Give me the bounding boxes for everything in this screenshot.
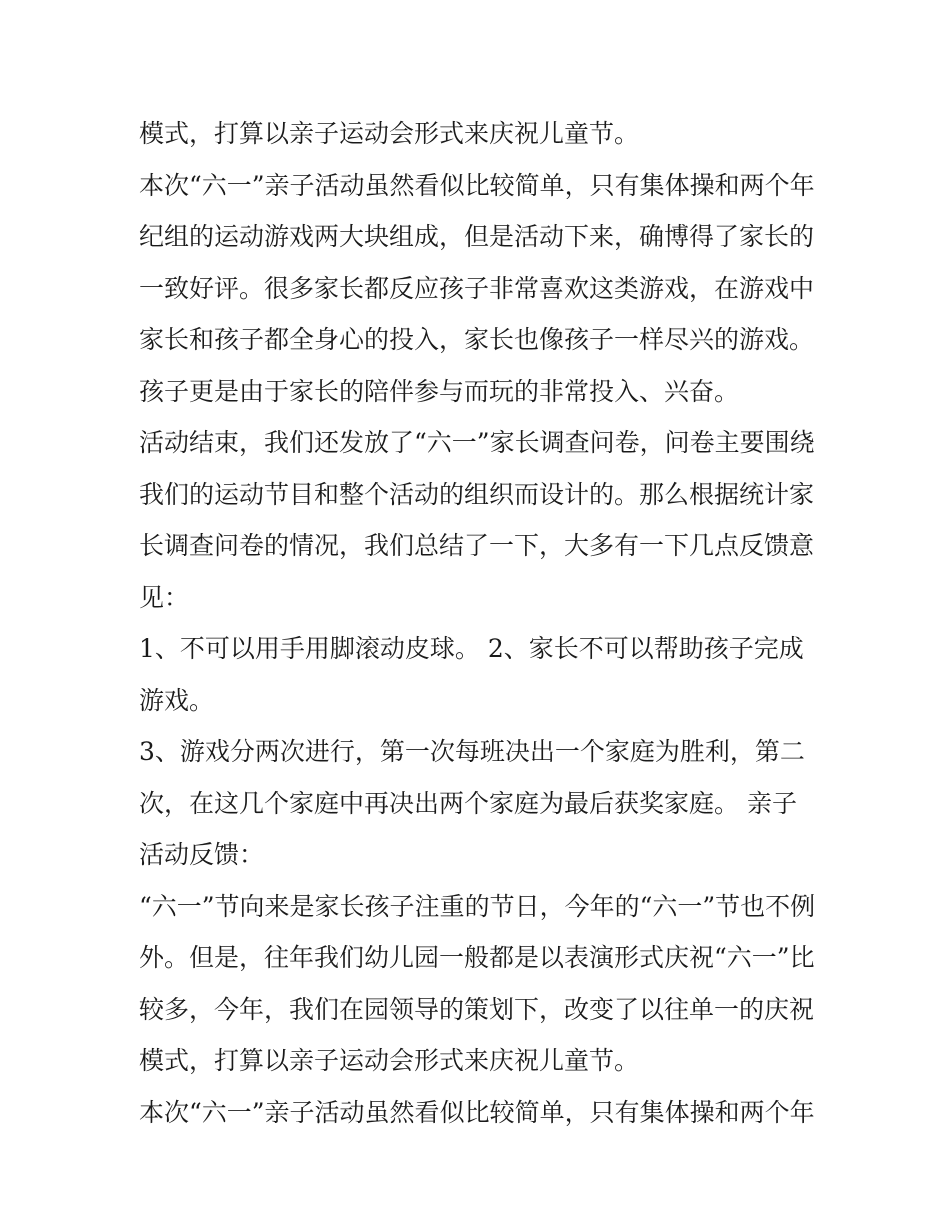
text-line: 长调查问卷的情况，我们总结了一下，大多有一下几点反馈意: [139, 531, 815, 560]
text-line: 本次“六一”亲子活动虽然看似比较简单，只有集体操和两个年: [139, 1097, 815, 1127]
text-line: 模式，打算以亲子运动会形式来庆祝儿童节。: [139, 119, 640, 148]
text-line: 本次“六一”亲子活动虽然看似比较简单，只有集体操和两个年: [139, 170, 815, 200]
text-line: 一致好评。很多家长都反应孩子非常喜欢这类游戏，在游戏中: [139, 273, 815, 303]
text-line: “六一”节向来是家长孩子注重的节日，今年的“六一”节也不例: [139, 891, 816, 921]
text-line: 3、游戏分两次进行，第一次每班决出一个家庭为胜利，第二: [139, 737, 805, 766]
text-line: 1、不可以用手用脚滚动皮球。 2、家长不可以帮助孩子完成: [139, 634, 804, 663]
text-line: 见：: [139, 582, 190, 612]
text-line: 活动结束，我们还发放了“六一”家长调查问卷，问卷主要围绕: [139, 428, 815, 457]
text-line: 外。但是，往年我们幼儿园一般都是以表演形式庆祝“六一”比: [139, 943, 815, 972]
text-line: 模式，打算以亲子运动会形式来庆祝儿童节。: [139, 1046, 640, 1075]
text-line: 活动反馈：: [139, 840, 265, 869]
document-body: [139, 108, 829, 1138]
text-line: 游戏。: [139, 685, 215, 715]
text-line: 家长和孩子都全身心的投入，家长也像孩子一样尽兴的游戏。: [139, 325, 815, 354]
text-line: 我们的运动节目和整个活动的组织而设计的。那么根据统计家: [139, 479, 815, 509]
text-line: 次，在这几个家庭中再决出两个家庭为最后获奖家庭。 亲子: [139, 788, 797, 818]
text-line: 纪组的运动游戏两大块组成，但是活动下来，确博得了家长的: [139, 222, 815, 251]
text-line: 较多，今年，我们在园领导的策划下，改变了以往单一的庆祝: [139, 994, 815, 1024]
text-line: 孩子更是由于家长的陪伴参与而玩的非常投入、兴奋。: [139, 376, 740, 406]
